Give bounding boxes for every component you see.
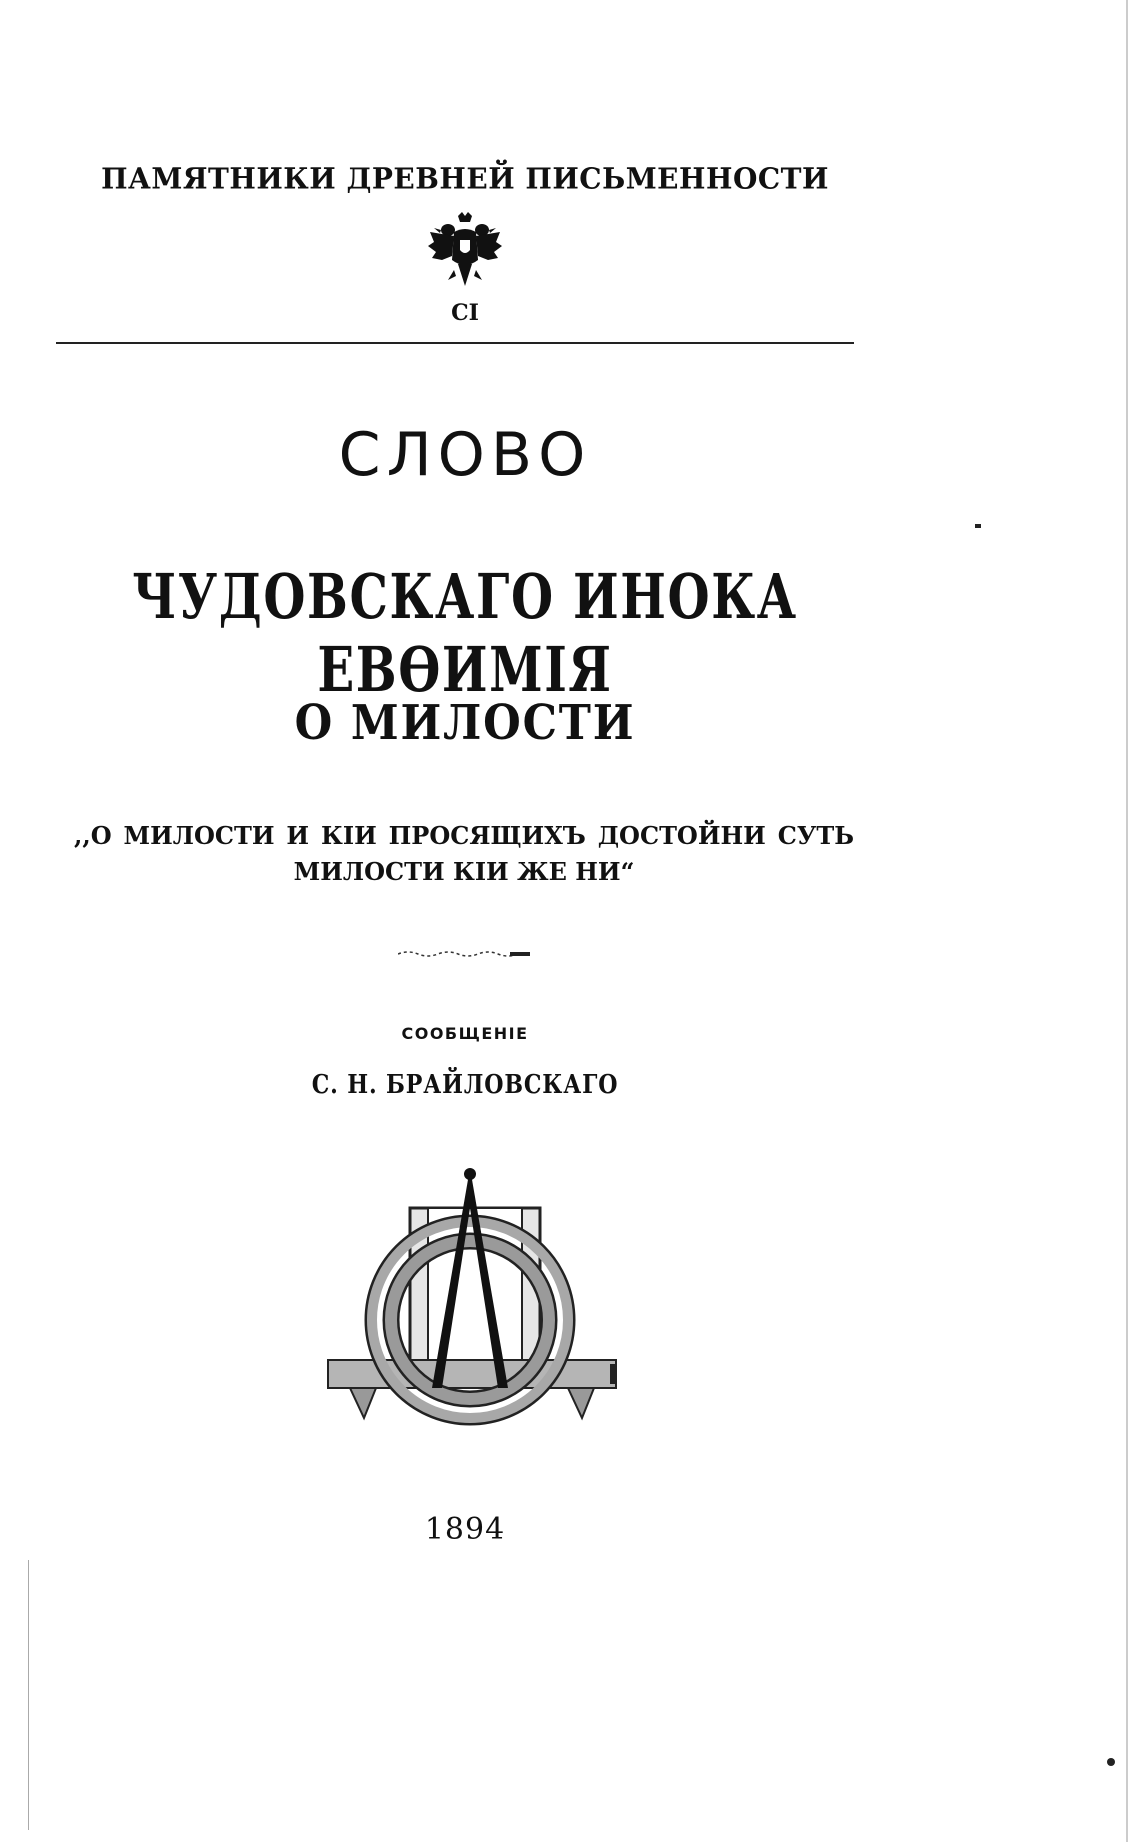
publication-year: 1894 [424, 1512, 506, 1547]
ornament-divider [398, 948, 530, 958]
communication-label: СООБЩЕНІЕ [401, 1024, 529, 1043]
scan-speck [1107, 1758, 1115, 1766]
scan-edge-line [1126, 0, 1128, 1842]
volume-number: CI [451, 300, 479, 326]
scan-edge-line [28, 1560, 29, 1830]
divider-rule [56, 342, 854, 344]
double-headed-eagle-icon [428, 212, 502, 290]
author-name: С. Н. БРАЙЛОВСКАГО [311, 1070, 619, 1100]
main-title: ЧУДОВСКАГО ИНОКА ЕВѲИМІЯ [132, 560, 798, 706]
compass-and-ring-emblem [320, 1160, 620, 1430]
subtitle: О МИЛОСТИ [294, 695, 636, 751]
title-word: СЛОВО [338, 420, 592, 490]
scan-speck [975, 524, 981, 528]
quote-text: ,,О МИЛОСТИ И КІИ ПРОСЯЩИХЪ ДОСТОЙНИ СУТЬ МИЛОСТИ КІИ ЖЕ НИ“ [74, 821, 854, 886]
series-title: ПАМЯТНИКИ ДРЕВНЕЙ ПИСЬМЕННОСТИ [101, 161, 829, 196]
